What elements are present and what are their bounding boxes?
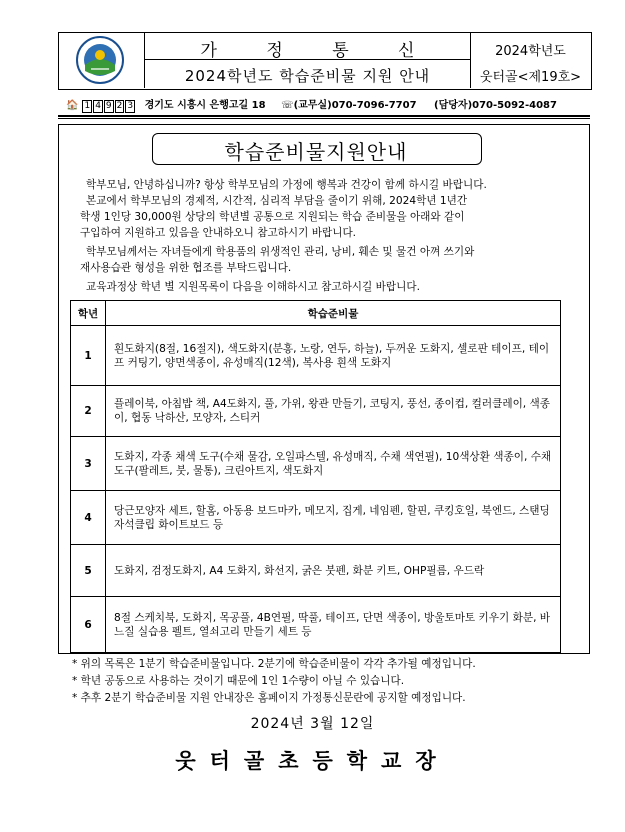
grade-cell: 3 (71, 437, 106, 491)
grade-cell: 5 (71, 545, 106, 597)
zip-digit: 3 (127, 101, 134, 111)
paragraph-line: 본교에서 학부모님의 경제적, 시간적, 심리적 부담을 줄이기 위해, 2024학년 1년간 (86, 195, 468, 207)
zip-digit: 4 (95, 101, 101, 111)
zip-digit: 9 (105, 101, 112, 111)
paragraph-line: 학부모님께서는 자녀들에게 학용품의 위생적인 관리, 낭비, 훼손 및 물건 아껴 쓰기와 (86, 246, 475, 258)
grade-cell: 6 (71, 597, 106, 653)
supplies-column-header: 학습준비물 (106, 301, 561, 326)
grade-cell: 2 (71, 386, 106, 437)
supplies-table (70, 300, 561, 653)
zip-digit: 2 (116, 101, 123, 111)
paragraph-line: 재사용습관 형성을 위한 협조를 부탁드립니다. (80, 262, 292, 274)
paragraph-line: 구입하여 지원하고 있음을 안내하오니 참고하시기 바랍니다. (80, 227, 357, 239)
grade-cell: 4 (71, 491, 106, 545)
paragraph-line: 학생 1인당 30,000원 상당의 학년별 공통으로 지원되는 학습 준비물을 아래와 같이 (80, 211, 465, 223)
table-row (71, 597, 561, 653)
supplies-cell: 당근모양자 세트, 할홈, 아동용 보드마카, 메모지, 집게, 네임펜, 할핀, 쿠킹호일, 북엔드, 스탠딩 자석클립 화이트보드 등 (106, 491, 561, 545)
grade-cell: 1 (71, 326, 106, 386)
newsletter-subtitle: 2024학년도 학습준비물 지원 안내 (184, 67, 431, 85)
school-logo-icon (71, 35, 129, 85)
footnote: * 학년 공동으로 사용하는 것이기 때문에 1인 1수량이 아닐 수 있습니다. (72, 675, 405, 687)
supplies-cell: 도화지, 검정도화지, A4 도화지, 화선지, 굵은 붓펜, 화분 키트, OHP필름, 우드락 (106, 545, 561, 597)
supplies-cell: 흰도화지(8절, 16절지), 색도화지(분홍, 노랑, 연두, 하늘), 두꺼운 도화지, 셀로판 테이프, 테이프 커팅기, 양면색종이, 유성매직(12색), 복사용 흰색 도화지 (106, 326, 561, 386)
notice-title: 학습준비물지원안내 (224, 140, 408, 164)
supplies-cell: 플레이북, 아침밥 책, A4도화지, 풀, 가위, 왕관 만들기, 코팅지, 풍선, 종이컵, 컬러클레이, 색종이, 협동 낙하산, 모양자, 스티커 (106, 386, 561, 437)
header-rule-thin (58, 118, 590, 119)
table-row (71, 437, 561, 491)
zip-digit: 1 (84, 101, 91, 111)
zip-code (82, 100, 136, 113)
title-divider (145, 59, 470, 60)
footnote: * 추후 2분기 학습준비물 지원 안내장은 홈페이지 가정통신문란에 공지할 예정입니다. (72, 692, 466, 704)
logo-cell (58, 32, 145, 88)
issue-number: 웃터골<제19호> (479, 70, 582, 85)
table-header-row (71, 301, 561, 326)
footnote: * 위의 목록은 1분기 학습준비물입니다. 2분기에 학습준비물이 각각 추가될 예정입니다. (72, 658, 476, 670)
table-row (71, 545, 561, 597)
supplies-cell: 8절 스케치북, 도화지, 목공풀, 4B연필, 딱풀, 테이프, 단면 색종이, 방울토마토 키우기 화분, 바느질 실습용 펠트, 열쇠고리 만들기 세트 등 (106, 597, 561, 653)
office-phone: ☏(교무실)070-7096-7707 (281, 100, 417, 111)
newsletter-title: 가 정 통 신 (200, 41, 437, 61)
paragraph-line: 학부모님, 안녕하십니까? 항상 학부모님의 가정에 행복과 건강이 함께 하시길 바랍니다. (86, 179, 487, 191)
grade-column-header: 학년 (71, 301, 106, 326)
principal-signature: 웃터골초등학교장 (175, 749, 450, 773)
table-row (71, 326, 561, 386)
address-line (66, 96, 596, 112)
header-rule (58, 115, 590, 117)
table-row (71, 386, 561, 437)
school-year: 2024학년도 (495, 44, 566, 59)
table-row (71, 491, 561, 545)
school-address: 경기도 시흥시 은행고길 18 (144, 100, 266, 111)
paragraph-line: 교육과정상 학년 별 지원목록이 다음을 이해하시고 참고하시길 바랍니다. (86, 281, 420, 293)
staff-phone: (담당자)070-5092-4087 (434, 100, 557, 111)
issue-date: 2024년 3월 12일 (250, 716, 375, 732)
home-icon: 🏠 (66, 100, 79, 111)
title-cell (145, 32, 471, 88)
supplies-cell: 도화지, 각종 채색 도구(수채 물감, 오일파스텔, 유성매직, 수채 색연필), 10색상환 색종이, 수채도구(팔레트, 붓, 물통), 크린아트지, 색도화지 (106, 437, 561, 491)
issue-cell (471, 32, 590, 88)
